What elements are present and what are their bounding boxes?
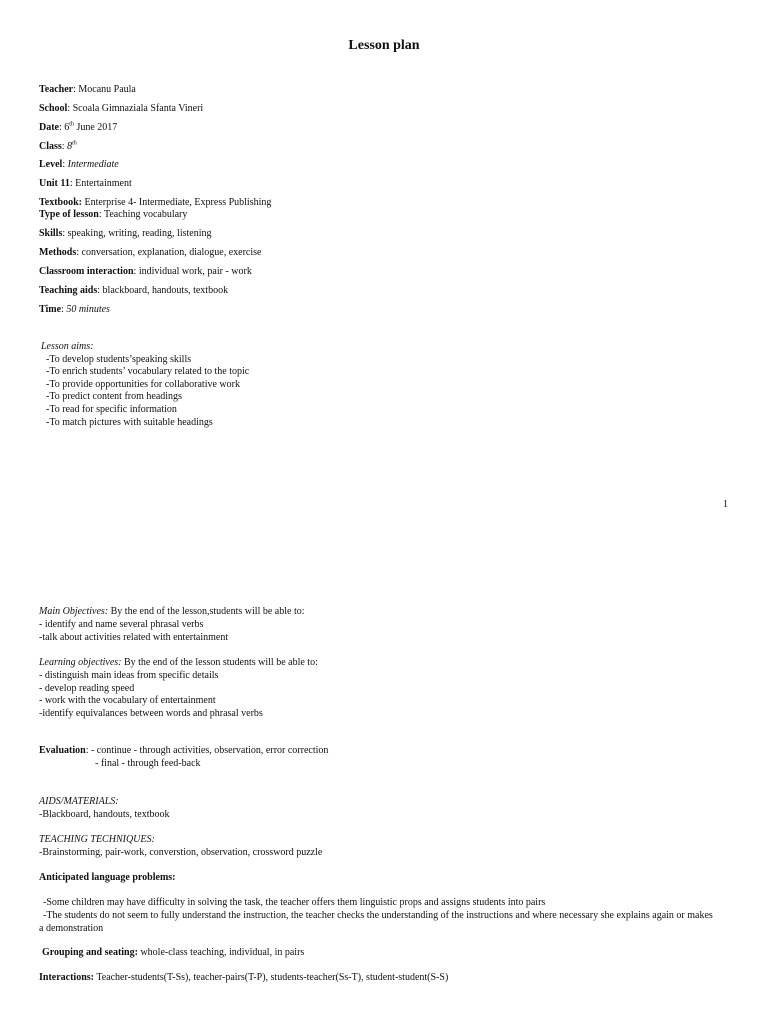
evaluation-final: - final - through feed-back — [95, 757, 201, 769]
lesson-type-value: Teaching vocabulary — [103, 209, 188, 220]
class-value: 8 — [67, 141, 73, 152]
anticipated-heading: Anticipated language problems: — [39, 872, 176, 883]
date-rest: June 2017 — [73, 122, 118, 133]
textbook-label: Textbook: — [39, 197, 82, 208]
teacher-label: Teacher — [39, 84, 74, 95]
level-line: Level: Intermediate — [39, 159, 119, 170]
aids-materials-heading: AIDS/MATERIALS: — [39, 796, 119, 807]
main-objectives-heading: Main Objectives: — [39, 606, 109, 617]
interactions — [39, 972, 448, 985]
grouping-text: whole-class teaching, individual, in pairs — [137, 947, 305, 958]
interactions-text: Teacher-students(T-Ss), teacher-pairs(T-P), students-teacher(Ss-T), student-student(S-S) — [94, 972, 449, 983]
lesson-type-label: Type of lesson — [39, 209, 99, 220]
list-item: - distinguish main ideas from specific details — [39, 669, 219, 681]
interaction-value: individual work, pair - work — [138, 266, 252, 277]
unit-label: Unit 11 — [39, 178, 70, 189]
teaching-aids-label: Teaching aids — [39, 285, 98, 296]
skills-label: Skills — [39, 228, 63, 239]
grouping-seating — [39, 947, 304, 960]
date-suffix: th — [69, 121, 74, 128]
learning-objectives-intro: By the end of the lesson students will be able to: — [121, 657, 318, 668]
list-item: - work with the vocabulary of entertainment — [39, 695, 216, 707]
time-line: Time: 50 minutes — [39, 304, 110, 315]
teaching-aids-line: Teaching aids: blackboard, handouts, textbook — [39, 285, 229, 296]
anticipated-items — [39, 897, 719, 935]
teaching-techniques-heading: TEACHING TECHNIQUES: — [39, 834, 155, 845]
list-item: -To develop students’speaking skills — [46, 353, 192, 365]
time-value: 50 minutes — [66, 304, 110, 315]
skills-value: speaking, writing, reading, listening — [67, 228, 212, 239]
teaching-aids-value: blackboard, handouts, textbook — [102, 285, 229, 296]
teaching-techniques-text: -Brainstorming, pair-work, converstion, observation, crossword puzzle — [39, 846, 323, 858]
school-line: School: Scoala Gimnaziala Sfanta Vineri — [39, 103, 204, 114]
list-item: - develop reading speed — [39, 682, 135, 694]
methods-label: Methods — [39, 247, 77, 258]
interaction-line: Classroom interaction: individual work, pair - work — [39, 266, 252, 277]
evaluation — [39, 745, 328, 771]
list-item: -To enrich students’ vocabulary related to the topic — [46, 366, 250, 378]
grouping-label: Grouping and seating: — [42, 947, 138, 958]
learning-objectives-heading: Learning objectives: — [39, 657, 122, 668]
methods-line: Methods: conversation, explanation, dialogue, exercise — [39, 247, 262, 258]
page-number: 1 — [723, 499, 728, 510]
level-value: Intermediate — [67, 159, 119, 170]
evaluation-label: Evaluation — [39, 745, 86, 756]
skills-line: Skills: speaking, writing, reading, listening — [39, 228, 212, 239]
teaching-techniques — [39, 834, 322, 860]
list-item: -To match pictures with suitable headings — [46, 416, 213, 428]
time-label: Time — [39, 304, 62, 315]
list-item: -Some children may have difficulty in solving the task, the teacher offers them linguistic props and assigns students into pairs — [43, 897, 546, 908]
date-label: Date — [39, 122, 59, 133]
list-item: -To predict content from headings — [46, 391, 182, 403]
anticipated-problems — [39, 872, 176, 885]
main-objectives-intro: By the end of the lesson,students will be able to: — [108, 606, 305, 617]
teacher-line: Teacher: Mocanu Paula — [39, 84, 136, 95]
main-objectives — [39, 606, 305, 644]
unit-line: Unit 11: Entertainment — [39, 178, 132, 189]
aids-materials — [39, 796, 170, 822]
list-item: -The students do not seem to fully understand the instruction, the teacher checks the understanding of the instructions and where necessary she explains again or makes a demonstration — [39, 909, 713, 934]
interaction-label: Classroom interaction — [39, 266, 134, 277]
interactions-label: Interactions: — [39, 972, 94, 983]
list-item: - identify and name several phrasal verbs — [39, 618, 204, 630]
school-label: School — [39, 103, 68, 114]
school-value: Scoala Gimnaziala Sfanta Vineri — [72, 103, 204, 114]
textbook-value: Enterprise 4- Intermediate, Express Publishing — [84, 197, 272, 208]
date-day: 6 — [64, 122, 70, 133]
evaluation-continue: : - continue - through activities, observation, error correction — [85, 745, 329, 756]
unit-value: Entertainment — [75, 178, 132, 189]
methods-value: conversation, explanation, dialogue, exercise — [81, 247, 262, 258]
lesson-aims-heading: Lesson aims: — [41, 341, 94, 352]
date-line: Date: 6th June 2017 — [39, 121, 118, 133]
teacher-value: Mocanu Paula — [78, 84, 136, 95]
list-item: -talk about activities related with entertainment — [39, 631, 229, 643]
textbook-line — [39, 197, 271, 209]
level-label: Level — [39, 159, 63, 170]
lesson-aims — [41, 341, 249, 429]
class-line: Class: 8th — [39, 140, 77, 152]
learning-objectives — [39, 657, 318, 721]
page-title: Lesson plan — [348, 38, 420, 53]
class-suffix: th — [72, 140, 77, 147]
lesson-type-line: Type of lesson: Teaching vocabulary — [39, 209, 188, 220]
aids-materials-text: -Blackboard, handouts, textbook — [39, 808, 170, 820]
list-item: -To read for specific information — [46, 403, 177, 415]
list-item: -identify equivalances between words and phrasal verbs — [39, 708, 263, 720]
list-item: -To provide opportunities for collaborative work — [46, 378, 240, 390]
class-label: Class — [39, 141, 62, 152]
